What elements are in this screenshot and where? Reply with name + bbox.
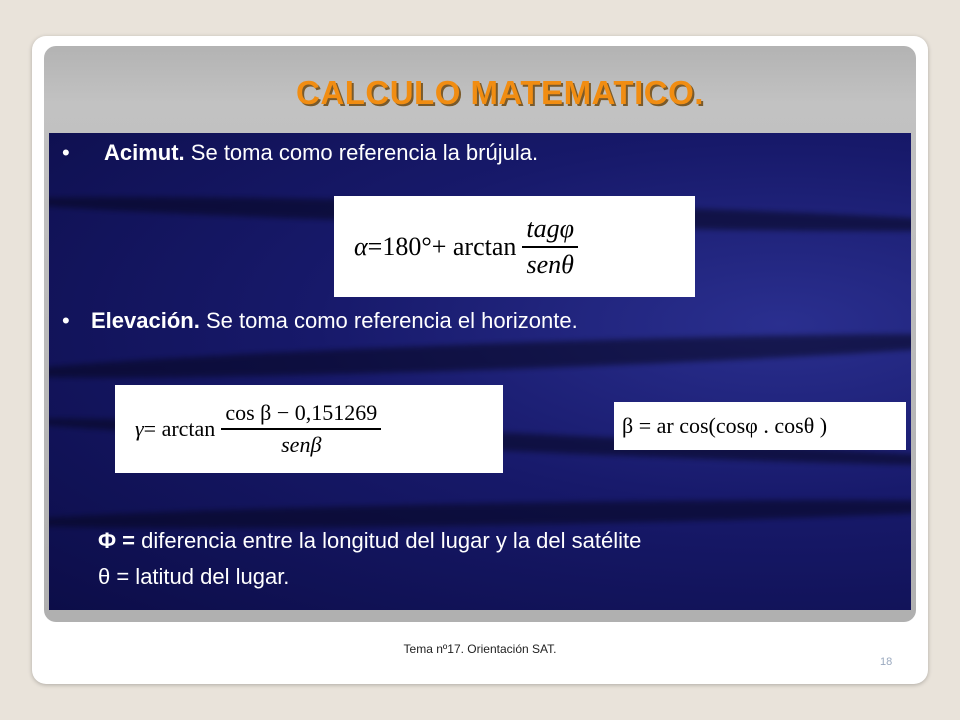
bullet-elevacion: • (62, 308, 70, 333)
page-number: 18 (880, 656, 893, 668)
definition-theta: θ = latitud del lugar. (98, 564, 290, 589)
formula-beta (614, 402, 906, 450)
definition-phi (98, 528, 641, 554)
formula-gamma-fraction (221, 400, 381, 458)
elevacion-text: Se toma como referencia el horizonte. (199, 308, 578, 333)
acimut-heading: Acimut. (104, 140, 185, 165)
formula-gamma (115, 385, 503, 473)
footer-text: Tema nº17. Orientación SAT. (403, 642, 557, 656)
decorative-stripe (49, 326, 911, 387)
elevacion-line (91, 308, 578, 334)
slide-title: CALCULO MATEMATICO. (296, 74, 704, 111)
formula-gamma-numerator: cos β − 0,151269 (221, 400, 381, 430)
formula-gamma-lhs: γ (135, 416, 144, 441)
acimut-line (104, 140, 538, 166)
formula-alpha (334, 196, 695, 297)
formula-alpha-fraction (522, 214, 578, 280)
formula-alpha-denominator: senθ (526, 249, 574, 279)
formula-alpha-middle: =180°+ arctan (367, 231, 517, 261)
formula-beta-text: β = ar cos(cosφ . cosθ ) (622, 413, 828, 438)
formula-gamma-denominator: senβ (281, 432, 322, 457)
formula-alpha-numerator: tagφ (522, 214, 578, 248)
bullet-acimut: • (62, 140, 70, 165)
definition-phi-symbol: Φ = (98, 528, 136, 553)
definition-phi-text: diferencia entre la longitud del lugar y la del satélite (135, 528, 642, 553)
formula-alpha-lhs: α (354, 231, 368, 261)
elevacion-heading: Elevación. (91, 308, 200, 333)
acimut-text: Se toma como referencia la brújula. (184, 140, 539, 165)
formula-gamma-middle: = arctan (143, 416, 216, 441)
